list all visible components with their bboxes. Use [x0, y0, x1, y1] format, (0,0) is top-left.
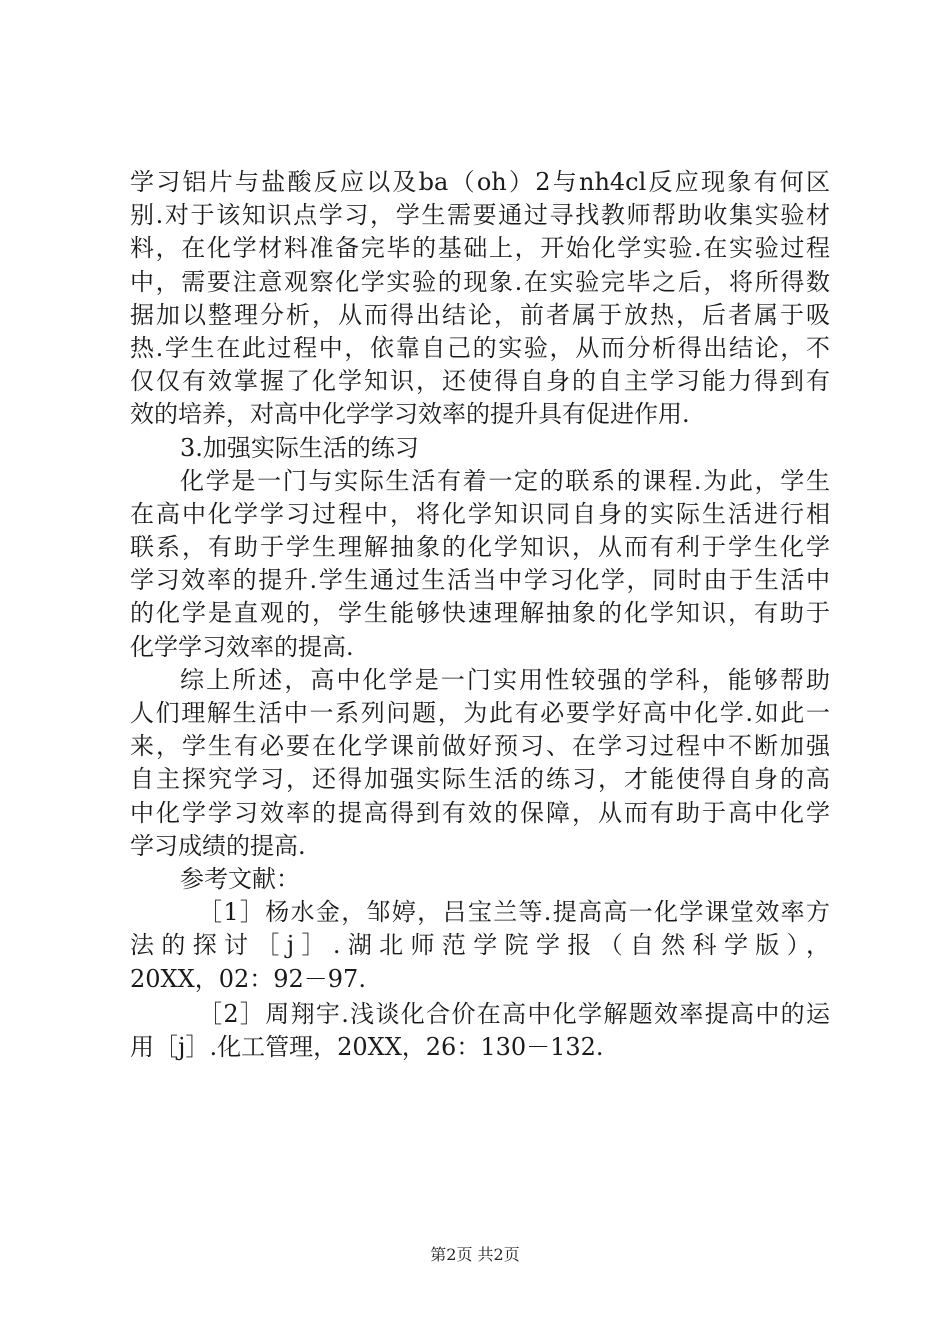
body-line: 别.对于该知识点学习，学生需要通过寻找教师帮助收集实验材 — [130, 201, 830, 230]
section-heading: 3.加强实际生活的练习 — [180, 433, 419, 462]
references-heading: 参考文献： — [180, 864, 300, 893]
body-line: 学习铝片与盐酸反应以及ba（oh）2与nh4cl反应现象有何区 — [130, 168, 830, 196]
reference-line: ［2］周翔宇.浅谈化合价在高中化学解题效率提高中的运 — [198, 999, 830, 1028]
reference-line: ［1］杨水金，邹婷，吕宝兰等.提高高一化学课堂效率方 — [198, 898, 830, 927]
body-line: 在高中化学学习过程中，将化学知识同自身的实际生活进行相 — [130, 499, 830, 528]
reference-line: 20XX，02：92－97. — [130, 964, 366, 993]
document-body — [130, 166, 830, 1064]
body-line: 来，学生有必要在化学课前做好预习、在学习过程中不断加强 — [130, 732, 830, 761]
body-line: 综上所述，高中化学是一门实用性较强的学科，能够帮助 — [180, 665, 830, 694]
body-line: 据加以整理分析，从而得出结论，前者属于放热，后者属于吸 — [130, 300, 830, 329]
body-line: 效的培养，对高中化学学习效率的提升具有促进作用. — [130, 400, 690, 429]
body-line: 中，需要注意观察化学实验的现象.在实验完毕之后，将所得数 — [130, 267, 830, 296]
reference-line: 用［j］.化工管理，20XX，26：130－132. — [130, 1032, 604, 1061]
body-line: 料，在化学材料准备完毕的基础上，开始化学实验.在实验过程 — [130, 234, 830, 263]
body-line: 中化学学习效率的提高得到有效的保障，从而有助于高中化学 — [130, 798, 830, 827]
body-line: 联系，有助于学生理解抽象的化学知识，从而有利于学生化学 — [130, 533, 830, 562]
body-line: 化学是一门与实际生活有着一定的联系的课程.为此，学生 — [180, 466, 830, 495]
body-line: 仅仅有效掌握了化学知识，还使得自身的自主学习能力得到有 — [130, 367, 830, 396]
body-line: 自主探究学习，还得加强实际生活的练习，才能使得自身的高 — [130, 765, 830, 794]
reference-line: 法的探讨［j］.湖北师范学院学报（自然科学版）， — [130, 931, 830, 960]
page-number-footer: 第2页 共2页 — [430, 1245, 520, 1264]
body-line: 的化学是直观的，学生能够快速理解抽象的化学知识，有助于 — [130, 599, 830, 628]
body-line: 热.学生在此过程中，依靠自己的实验，从而分析得出结论，不 — [130, 333, 830, 362]
body-line: 人们理解生活中一系列问题，为此有必要学好高中化学.如此一 — [130, 699, 830, 727]
body-line: 化学学习效率的提高. — [130, 632, 354, 661]
body-line: 学习成绩的提高. — [130, 831, 306, 860]
body-line: 学习效率的提升.学生通过生活当中学习化学，同时由于生活中 — [130, 566, 830, 595]
